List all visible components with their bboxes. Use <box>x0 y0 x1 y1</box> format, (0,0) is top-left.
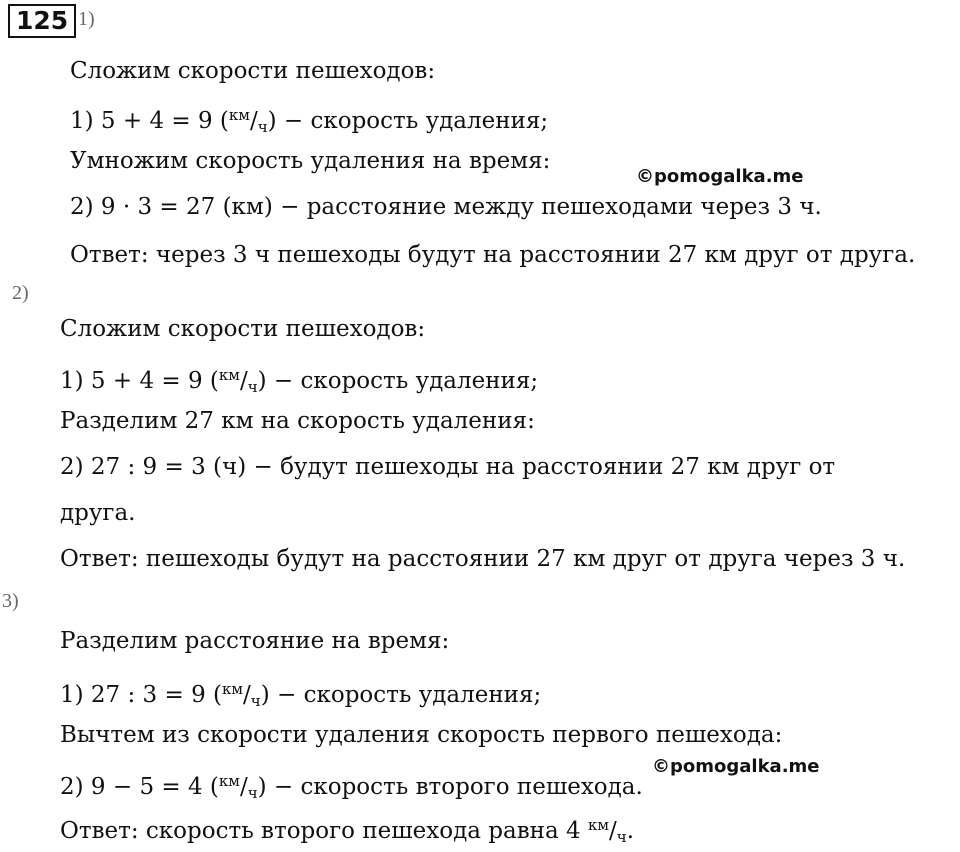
text-line: Сложим скорости пешеходов: <box>60 316 426 342</box>
answer-text: Ответ: скорость второго пешехода равна 4 <box>60 818 588 844</box>
equation-text: ) − скорость удаления; <box>260 682 542 708</box>
unit-km-per-h: $^{км}/_ч$ <box>587 816 627 846</box>
equation-text: 1) 5 + 4 = 9 ( <box>60 368 219 394</box>
unit-km-per-h: $^{км}/_ч$ <box>218 366 258 396</box>
text-line: 2) 27 : 9 = 3 (ч) − будут пешеходы на расстоянии 27 км друг от <box>60 454 836 480</box>
equation-text: ) − скорость удаления; <box>257 368 539 394</box>
task-number: 125 <box>8 4 76 38</box>
unit-km-per-h: $^{км}/_ч$ <box>228 106 268 136</box>
watermark: ©pomogalka.me <box>652 756 820 777</box>
text-line: Ответ: через 3 ч пешеходы будут на расстоянии 27 км друг от друга. <box>70 242 916 268</box>
unit-km-per-h: $^{км}/_ч$ <box>222 680 261 710</box>
answer-text: . <box>626 818 634 844</box>
text-line <box>60 674 541 716</box>
text-line: Разделим 27 км на скорость удаления: <box>60 408 535 434</box>
equation-text: ) − скорость удаления; <box>267 108 549 134</box>
text-line: Ответ: пешеходы будут на расстоянии 27 км друг от друга через 3 ч. <box>60 546 906 572</box>
text-line <box>60 810 634 852</box>
text-line: Вычтем из скорости удаления скорость первого пешехода: <box>60 722 783 748</box>
text-line <box>60 360 538 402</box>
unit-km-per-h: $^{км}/_ч$ <box>218 772 258 802</box>
part-label-1: 1) <box>78 8 95 30</box>
text-line <box>60 766 643 808</box>
equation-text: 1) 27 : 3 = 9 ( <box>60 682 222 708</box>
part-label-2: 2) <box>12 282 29 304</box>
equation-text: ) − скорость второго пешехода. <box>257 774 643 800</box>
text-line: Разделим расстояние на время: <box>60 628 450 654</box>
equation-text: 2) 9 − 5 = 4 ( <box>60 774 219 800</box>
part-label-3: 3) <box>2 590 19 612</box>
watermark: ©pomogalka.me <box>636 166 804 187</box>
text-line: Сложим скорости пешеходов: <box>70 58 436 84</box>
equation-text: 1) 5 + 4 = 9 ( <box>70 108 229 134</box>
text-line <box>70 100 548 142</box>
text-line: друга. <box>60 500 136 526</box>
text-line: 2) 9 · 3 = 27 (км) − расстояние между пешеходами через 3 ч. <box>70 194 822 220</box>
text-line: Умножим скорость удаления на время: <box>70 148 551 174</box>
